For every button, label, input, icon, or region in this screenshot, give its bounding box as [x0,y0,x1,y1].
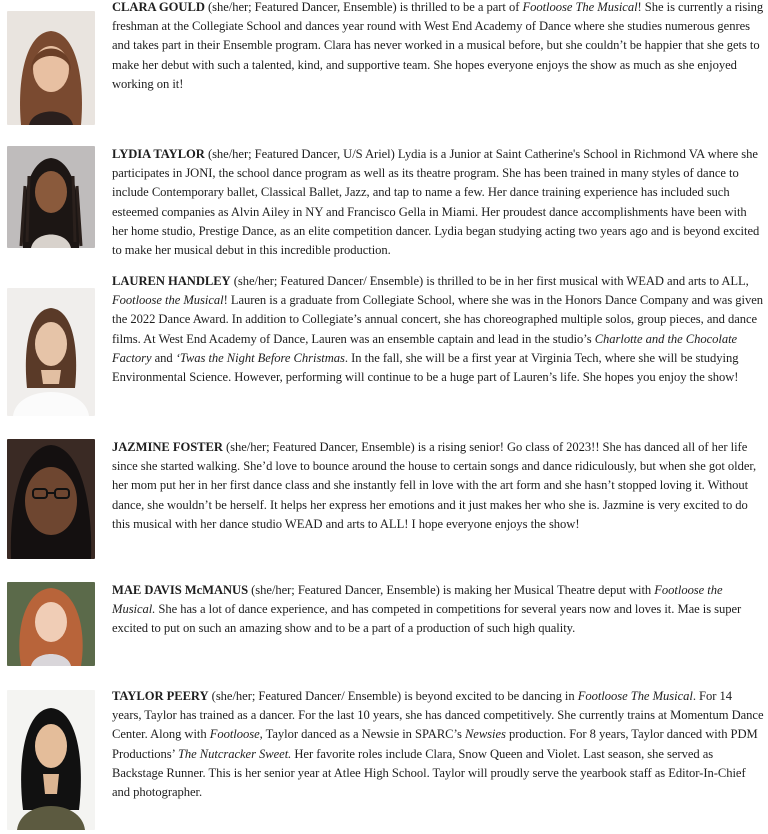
performer-name: TAYLOR PEERY [112,689,209,703]
bio-text [112,438,764,534]
performer-name: JAZMINE FOSTER [112,440,223,454]
bio-sentence: (she/her; Featured Dancer/ Ensemble) is beyond excited to be dancing in [208,689,578,703]
bio-sentence: Her favorite roles include Clara, Snow Queen and Violet. Last season, she served as Backstage Runner. This is her senior year at Atlee High School. Taylor will proudly serve the yearbook staff as Editor-In-Chief and photographer. [112,746,746,800]
headshot-photo [7,690,95,830]
headshot-photo [7,582,95,666]
show-title: Newsies [464,727,506,742]
headshot-photo [7,288,95,416]
bio-sentence: (she/her; Featured Dancer, Ensemble) is a rising senior! Go class of 2023!! She has danced all of her life since she started walking. She’d love to bounce around the house to certain songs and dance ridiculously, but when she got older, her mom put her in her first dance class and she instantly fell in love with the art form and she hasn’t stopped loving it. Without dance, she wouldn’t be herself. It helps her express her emotions and it just makes her who she is. Jazmine is very excited to do this musical with her dance studio WEAD and arts to ALL! I hope everyone enjoys the show! [112,440,757,531]
bio-sentence: and [151,350,176,365]
performer-name: LYDIA TAYLOR [112,147,205,161]
bio-sentence: (she/her; Featured Dancer, U/S Ariel) Lydia is a Junior at Saint Catherine's School in Richmond VA where she participates in JONI, the school dance program as well as its theatre program. She has been trained in many styles of dance to include Contemporary ballet, Classical Ballet, Jazz, and tap to name a few. Her dance training experience has included such esteemed companies as Alvin Ailey in NY and Francisco Gella in Miami. Her proudest dance accomplishments have been with her home studio, Prestige Dance, as an elite competition dancer. Lydia began studying acting two years ago and is beyond excited to make her musical debut in this incredible production. [112,147,760,258]
bio-sentence: ! She is currently a rising freshman at the Collegiate School and dances year round with West End Academy of Dance where she studies numerous genres and takes part in their Ensemble program. Clara has never worked in a musical before, but she couldn’t be happier that she gets to make her debut with such a talented, kind, and supportive team. She hopes everyone enjoys the show as much as she enjoyed working on it! [112,0,764,91]
performer-name: CLARA GOULD [112,0,205,14]
bio-text [112,0,764,94]
bio-text [112,581,764,639]
bio-sentence: . For 14 years, Taylor has trained as a dancer. For the last 10 years, she has danced competitively. She currently trains at Momentum Dance Center. Along with [112,689,764,742]
bio-sentence: production. For 8 years, Taylor danced with PDM Productions’ [112,727,758,761]
bio-sentence: (she/her; Featured Dancer/ Ensemble) is thrilled to be in her first musical with WEAD and arts to ALL, [230,274,749,288]
show-title: Footloose The Musical [522,0,638,14]
performer-name: MAE DAVIS McMANUS [112,583,249,597]
headshot-photo [7,146,95,248]
headshot-photo [7,439,95,559]
bio-sentence: (she/her; Featured Dancer, Ensemble) is making her Musical Theatre deput with [248,583,655,597]
show-title: Footloose the Musical. [112,583,723,617]
show-title: The Nutcracker Sweet. [177,746,292,761]
bio-sentence: (she/her; Featured Dancer, Ensemble) is thrilled to be a part of [204,0,523,14]
show-title: ‘Twas the Night Before Christmas [175,350,345,365]
performer-name: LAUREN HANDLEY [112,274,231,288]
bio-text [112,272,764,387]
show-title: Footloose [209,727,260,742]
show-title: Charlotte and the Chocolate Factory [112,331,738,365]
bio-text [112,687,764,802]
show-title: Footloose the Musical [112,293,224,308]
bio-text [112,145,764,260]
bio-sentence: ! Lauren is a graduate from Collegiate School, where she was in the Honors Dance Company and was given the 2022 Dance Award. In addition to Collegiate’s annual concert, she has choreographed multiple solos, group pieces, and dance films. At West End Academy of Dance, Lauren was an ensemble captain and lead in the studio’s [112,293,763,346]
bio-sentence: She has a lot of dance experience, and has competed in competitions for several years now and loves it. Mae is super excited to put on such an amazing show and to be a part of a production of such high quality. [112,602,742,636]
headshot-photo [7,11,95,125]
bio-sentence: , Taylor danced as a Newsie in SPARC’s [259,727,465,742]
show-title: Footloose The Musical [577,689,693,703]
bio-sentence: . In the fall, she will be a first year at Virginia Tech, where she will be studying Environmental Science. However, performing will continue to be a huge part of Lauren’s life. She hopes you enjoy the show! [112,350,739,385]
